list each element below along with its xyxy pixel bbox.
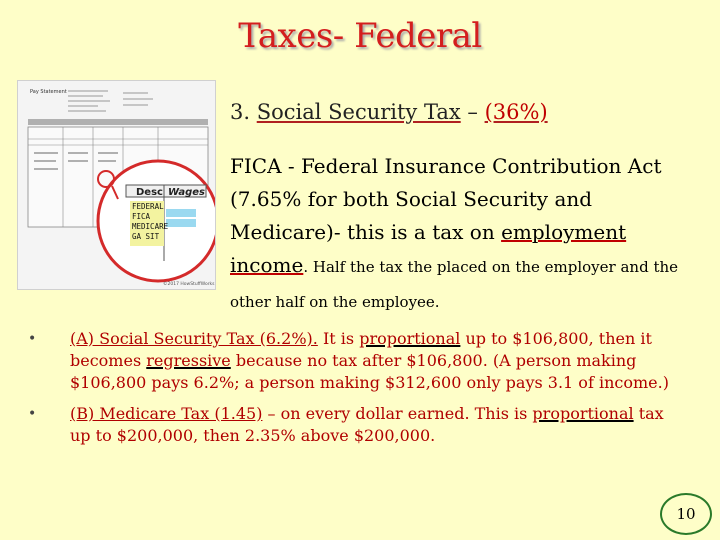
bullet-text: – on every dollar earned. This is (262, 404, 533, 423)
keyword-regressive: regressive (146, 351, 231, 370)
stub-item-federal: FEDERAL (132, 202, 164, 211)
paystub-illustration (18, 81, 215, 289)
bullet-text: tax up to $200,000, then 2.35% above $200,000. (70, 404, 664, 445)
stub-item-fica: FICA (132, 212, 151, 221)
employment-income-link: employment income (230, 220, 627, 277)
heading-number: 3. (230, 100, 257, 124)
stub-header-text: Pay Statement (30, 89, 67, 95)
stub-item-medicare: MEDICARE (132, 222, 169, 231)
page-number: 10 (660, 493, 712, 535)
paystub-image (17, 80, 216, 290)
stub-blue-bar (28, 119, 208, 125)
bullet-text: because no tax after $106,800. (A person making $106,800 pays 6.2%; a person making $312,600 only pays 3.1 of income.) (70, 351, 669, 392)
bullet-list (22, 328, 682, 456)
heading-percent: (36%) (484, 100, 548, 124)
highlight-wages-1 (166, 209, 196, 217)
section-heading (230, 100, 548, 124)
col-wages-header: Wages (168, 187, 205, 198)
fica-text-small: . Half the tax the placed on the employer and the other half on the employee. (230, 258, 679, 311)
stub-copyright: ©2017 HowStuffWorks (163, 282, 215, 287)
bullet-label: (B) Medicare Tax (1.45) (70, 404, 263, 423)
fica-paragraph (230, 150, 705, 319)
bullet-text: up to $106,800, then it becomes (70, 329, 652, 370)
fica-text: FICA - Federal Insurance Contribution Act (7.65% for both Social Security and Medicare)- this is a tax on (230, 154, 662, 244)
bullet-social-security (22, 328, 682, 394)
bullet-marker: • (28, 406, 37, 422)
highlight-wages-2 (166, 219, 196, 227)
bullet-label: (A) Social Security Tax (6.2%). (70, 329, 318, 348)
keyword-proportional: proportional (532, 404, 634, 423)
stub-item-ga-sit: GA SIT (132, 232, 160, 241)
heading-dash: – (460, 100, 485, 124)
bullet-medicare (22, 403, 682, 447)
heading-label: Social Security Tax (256, 100, 461, 124)
keyword-proportional: proportional (359, 329, 461, 348)
slide-title: Taxes- Federal (238, 16, 482, 56)
bullet-text: It is (317, 329, 360, 348)
bullet-marker: • (28, 331, 37, 347)
col-desc-header: Desc (136, 187, 163, 198)
